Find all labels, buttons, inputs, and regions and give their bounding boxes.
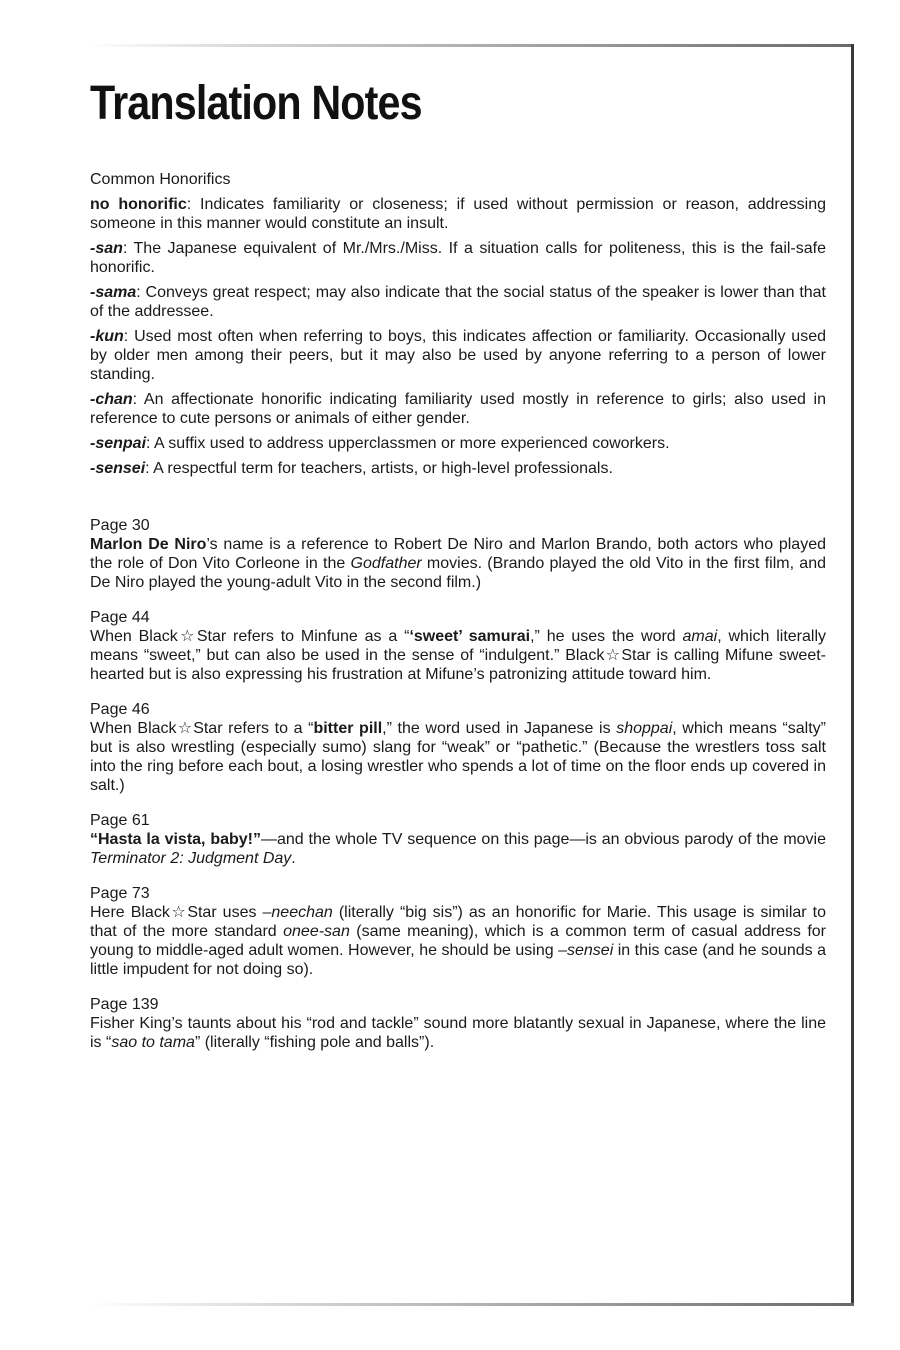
note-text: ,” the word used in Japanese is [382,720,617,737]
page-title: Translation Notes [90,77,422,130]
note-body [90,627,826,684]
note-body [90,903,826,979]
note-page-73 [90,884,826,979]
note-text: movies. (Brando played the old Vito in the first film, and De Niro played the young-adult Vito in the second film.) [90,555,826,591]
note-italic: sao to tama [111,1034,195,1051]
honorific-entry: -san: The Japanese equivalent of Mr./Mrs./Miss. If a situation calls for politeness, this is the fail-safe honorific. [90,240,827,276]
note-body [90,719,826,795]
honorific-term: -chan [90,391,133,408]
honorific-definition: A respectful term for teachers, artists, or high-level professionals. [153,460,613,477]
honorific-definition: Used most often when referring to boys, this indicates affection or familiarity. Occasionally used by older men among their peers, but it may also be used by anyone referring to a person of lower standing. [90,328,827,383]
note-body [90,535,826,592]
note-text: ’s name is a reference to Robert De Niro and Marlon Brando, both actors who played the role of Don Vito Corleone in the [90,536,826,572]
note-bold-term: Marlon De Niro [90,536,207,553]
note-page-46 [90,700,826,795]
honorific-entry: -kun: Used most often when referring to boys, this indicates affection or familiarity. Occasionally used by older men among their peers, but it may also be used by anyone referring to a person of lower standing. [90,328,827,383]
honorific-definition: An affectionate honorific indicating familiarity used mostly in reference to girls; also used in reference to cute persons or animals of either gender. [90,391,826,427]
note-text: , which means “salty” but is also wrestling (especially sumo) slang for “weak” or “pathetic.” (Because the wrestlers toss salt into the ring before each bout, a losing wrestler who spends a lot of time on the floor ends up covered in salt.) [90,720,827,794]
top-border-rule [88,44,854,47]
honorific-term: -senpai [90,435,147,452]
note-text: When Black☆Star refers to a “ [90,720,314,737]
note-page-label: Page 73 [90,885,150,902]
right-border-rule [851,44,854,1306]
honorific-entry: -sensei: A respectful term for teachers, artists, or high-level professionals. [90,460,613,477]
honorific-term: -sensei [90,460,146,477]
note-bold-term: “Hasta la vista, baby!” [90,831,261,848]
honorific-term: -kun [90,328,124,345]
note-body [90,1014,826,1052]
bottom-border-rule [88,1303,854,1306]
honorific-definition: Conveys great respect; may also indicate that the social status of the speaker is lower than that of the addressee. [90,284,827,320]
note-bold-term: bitter pill [313,720,383,737]
honorific-definition: The Japanese equivalent of Mr./Mrs./Miss. If a situation calls for politeness, this is the fail-safe honorific. [90,240,827,276]
note-text: (same meaning), which is a common term of casual address for young to middle-aged adult women. However, he should be using [90,923,827,959]
note-page-label: Page 61 [90,812,150,829]
honorific-term: no honorific [90,196,187,213]
note-italic: amai [682,628,718,645]
honorific-entry: -chan: An affectionate honorific indicating familiarity used mostly in reference to girls; also used in reference to cute persons or animals of either gender. [90,391,826,427]
note-text: (literally “big sis”) as an honorific for Marie. This usage is similar to that of the more standard [90,904,826,940]
note-text: When Black☆Star refers to Minfune as a “ [90,628,410,645]
note-page-label: Page 139 [90,996,159,1013]
honorific-entry: no honorific: Indicates familiarity or closeness; if used without permission or reason, addressing someone in this manner would constitute an insult. [90,196,826,232]
note-italic: –sensei [558,942,614,959]
note-italic: Godfather [350,555,422,572]
page-content [90,76,826,1052]
honorific-entry: -sama: Conveys great respect; may also indicate that the social status of the speaker is lower than that of the addressee. [90,284,827,320]
honorific-term: -sama [90,284,137,301]
note-text: , which literally means “sweet,” but can also be used in the sense of “indulgent.” Black☆Star is calling Mifune sweet-hearted but is also expressing his frustration at Mifune’s patronizing attitude toward him. [90,628,827,683]
note-text: Here Black☆Star uses [90,904,263,921]
note-text: Fisher King’s taunts about his “rod and tackle” sound more blatantly sexual in Japanese, where the line is “ [90,1015,826,1051]
page-notes [90,516,826,1052]
note-text: . [291,850,296,867]
note-page-61 [90,811,826,868]
honorific-definition: Indicates familiarity or closeness; if used without permission or reason, addressing someone in this manner would constitute an insult. [90,196,826,232]
note-italic: onee-san [283,923,350,940]
note-italic: –neechan [262,904,333,921]
honorific-definition: A suffix used to address upperclassmen or more experienced coworkers. [154,435,670,452]
note-page-30 [90,516,826,592]
note-page-44 [90,608,826,684]
note-bold-term: ‘sweet’ samurai [409,628,531,645]
note-page-139 [90,995,826,1052]
note-page-label: Page 30 [90,517,150,534]
note-text: ,” he uses the word [530,628,683,645]
honorific-entry: -senpai: A suffix used to address upperclassmen or more experienced coworkers. [90,435,670,452]
note-italic: Terminator 2: Judgment Day [90,850,292,867]
note-body [90,830,826,868]
note-text: ” (literally “fishing pole and balls”). [194,1034,435,1051]
note-text: —and the whole TV sequence on this page—is an obvious parody of the movie [261,831,827,848]
note-page-label: Page 46 [90,701,150,718]
honorific-term: -san [90,240,123,257]
note-page-label: Page 44 [90,609,150,626]
honorifics-heading: Common Honorifics [90,171,231,188]
note-italic: shoppai [616,720,673,737]
note-text: in this case (and he sounds a little impudent for not doing so). [90,942,826,978]
